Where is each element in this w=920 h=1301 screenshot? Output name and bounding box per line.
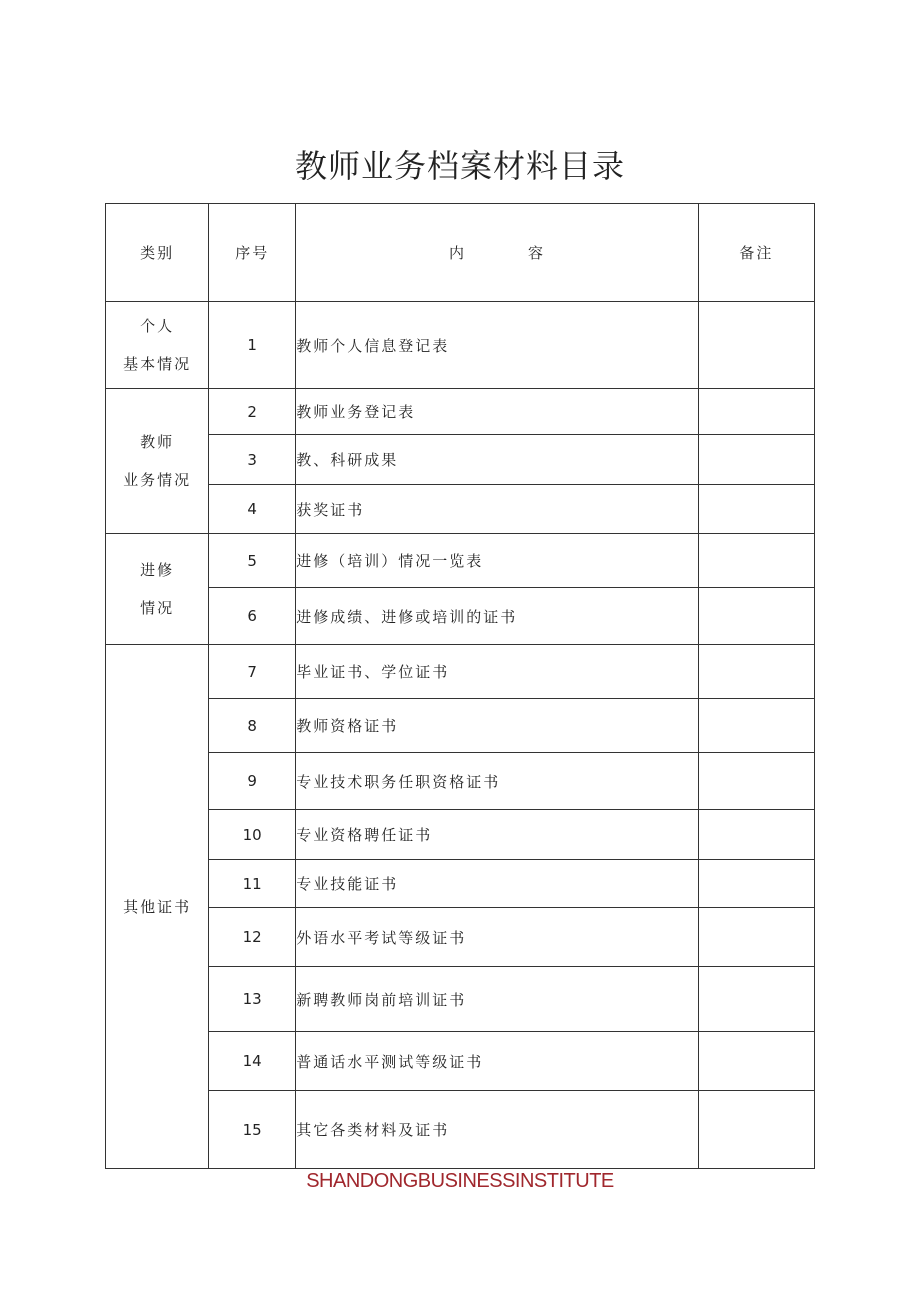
table-row (106, 588, 815, 645)
table-row (106, 389, 815, 435)
row-number: 3 (209, 435, 296, 485)
table-row (106, 1032, 815, 1091)
row-number: 11 (209, 860, 296, 908)
row-number: 15 (209, 1091, 296, 1169)
row-note (698, 860, 814, 908)
table-row (106, 1091, 815, 1169)
row-note (698, 1091, 814, 1169)
row-note (698, 645, 814, 699)
table-row (106, 753, 815, 810)
row-note (698, 753, 814, 810)
table-row (106, 908, 815, 967)
category-line: 教师 (140, 433, 175, 451)
row-content: 教、科研成果 (296, 435, 699, 485)
header-content-right: 容 (528, 244, 546, 262)
row-content: 教师业务登记表 (296, 389, 699, 435)
row-number: 12 (209, 908, 296, 967)
header-number: 序号 (209, 204, 296, 302)
row-number: 2 (209, 389, 296, 435)
row-note (698, 389, 814, 435)
header-content (296, 204, 699, 302)
table-row (106, 645, 815, 699)
footer-watermark: SHANDONGBUSINESSINSTITUTE (306, 1170, 614, 1192)
row-content: 普通话水平测试等级证书 (296, 1032, 699, 1091)
category-line: 基本情况 (123, 355, 192, 373)
row-number: 14 (209, 1032, 296, 1091)
row-note (698, 534, 814, 588)
row-content: 进修成绩、进修或培训的证书 (296, 588, 699, 645)
table-row (106, 302, 815, 389)
row-number: 9 (209, 753, 296, 810)
row-note (698, 1032, 814, 1091)
category-cell-other-certificates (106, 645, 209, 1169)
row-content: 外语水平考试等级证书 (296, 908, 699, 967)
row-number: 6 (209, 588, 296, 645)
row-number: 10 (209, 810, 296, 860)
header-content-left: 内 (449, 244, 467, 262)
row-content: 其它各类材料及证书 (296, 1091, 699, 1169)
row-number: 8 (209, 699, 296, 753)
row-number: 7 (209, 645, 296, 699)
row-number: 4 (209, 485, 296, 534)
header-row (106, 204, 815, 302)
table-row (106, 699, 815, 753)
row-content: 获奖证书 (296, 485, 699, 534)
row-content: 毕业证书、学位证书 (296, 645, 699, 699)
row-content: 专业技能证书 (296, 860, 699, 908)
category-cell-training (106, 534, 209, 645)
header-note: 备注 (698, 204, 814, 302)
row-note (698, 699, 814, 753)
catalog-table (105, 203, 815, 1169)
row-number: 13 (209, 967, 296, 1032)
category-line: 其他证书 (123, 897, 192, 916)
category-cell-business (106, 389, 209, 534)
row-content: 教师资格证书 (296, 699, 699, 753)
category-line: 进修 (140, 561, 175, 579)
table-row (106, 810, 815, 860)
row-content: 专业技术职务任职资格证书 (296, 753, 699, 810)
category-cell-personal (106, 302, 209, 389)
table-row (106, 860, 815, 908)
row-content: 教师个人信息登记表 (296, 302, 699, 389)
page-title: 教师业务档案材料目录 (294, 147, 625, 185)
row-content: 新聘教师岗前培训证书 (296, 967, 699, 1032)
row-note (698, 588, 814, 645)
row-note (698, 302, 814, 389)
row-note (698, 810, 814, 860)
row-content: 进修（培训）情况一览表 (296, 534, 699, 588)
table-row (106, 967, 815, 1032)
row-number: 5 (209, 534, 296, 588)
row-note (698, 485, 814, 534)
table-row (106, 534, 815, 588)
table-row (106, 485, 815, 534)
row-note (698, 908, 814, 967)
category-line: 业务情况 (123, 471, 192, 489)
table-row (106, 435, 815, 485)
header-category: 类别 (106, 204, 209, 302)
category-line: 情况 (140, 599, 175, 617)
category-line: 个人 (140, 317, 175, 335)
row-note (698, 967, 814, 1032)
row-number: 1 (209, 302, 296, 389)
row-content: 专业资格聘任证书 (296, 810, 699, 860)
row-note (698, 435, 814, 485)
